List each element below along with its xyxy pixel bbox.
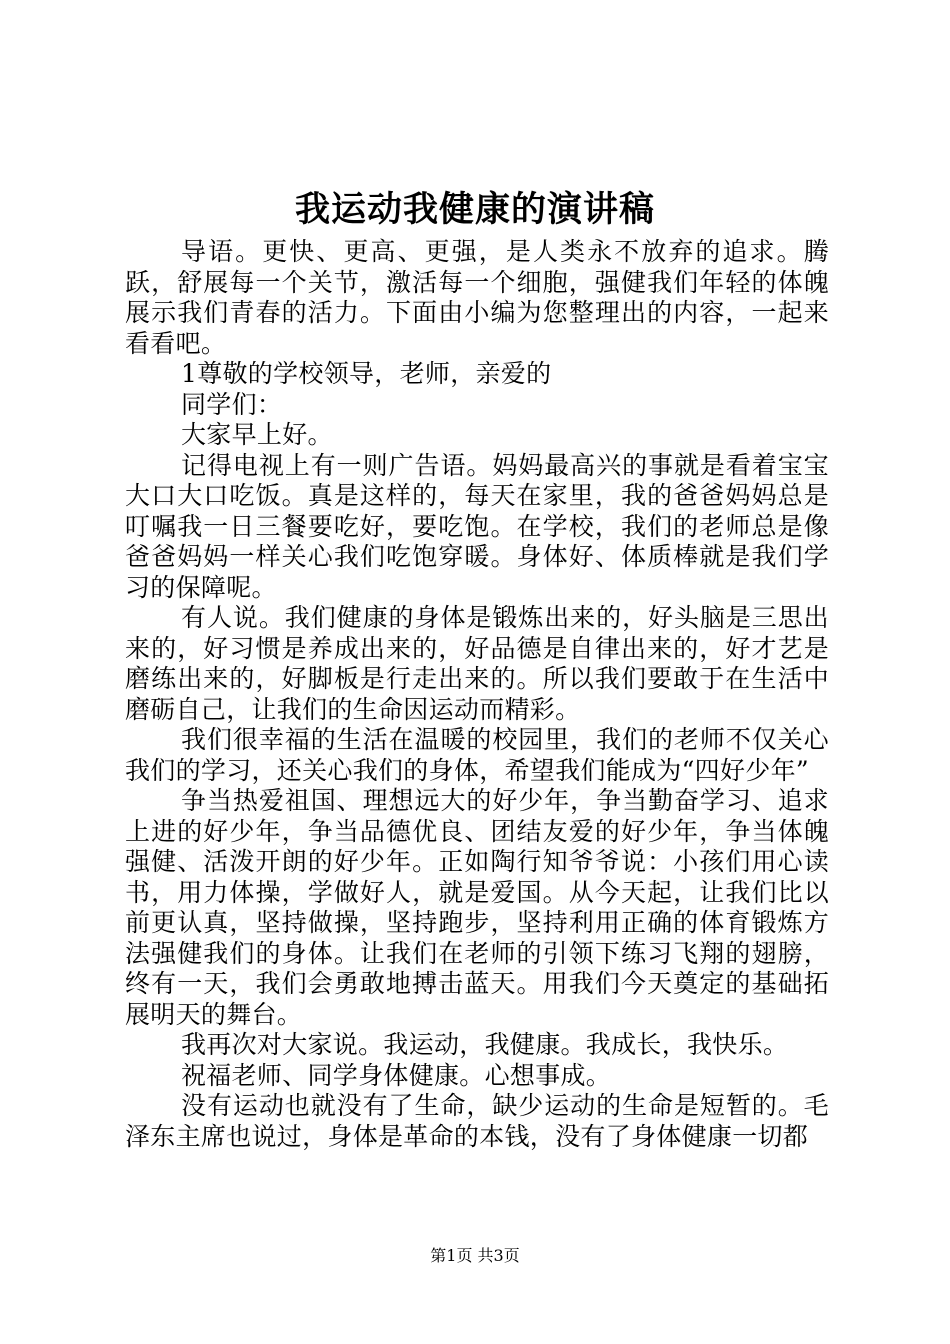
document-body — [125, 237, 829, 1152]
paragraph-greeting: 大家早上好。 — [181, 420, 333, 449]
paragraph: 记得电视上有一则广告语。妈妈最高兴的事就是看着宝宝大口大口吃饭。真是这样的，每天在家里，我的爸爸妈妈总是叮嘱我一日三餐要吃好，要吃饱。在学校，我们的老师总是像爸爸妈妈一样关心我们吃饱穿暖。身体好、体质棒就是我们学习的保障呢。 — [125, 450, 829, 602]
paragraph-salutation: 1尊敬的学校领导，老师，亲爱的 — [181, 359, 552, 388]
paragraph: 我再次对大家说。我运动，我健康。我成长，我快乐。 — [181, 1030, 789, 1059]
paragraph-intro: 导语。更快、更高、更强，是人类永不放弃的追求。腾跃，舒展每一个关节，激活每一个细胞，强健我们年轻的体魄展示我们青春的活力。下面由小编为您整理出的内容，一起来看看吧。 — [125, 237, 829, 358]
page-title: 我运动我健康的演讲稿 — [294, 189, 655, 230]
page-footer: 第1页 共3页 — [430, 1246, 520, 1265]
paragraph-salutation-cont: 同学们： — [181, 389, 283, 419]
paragraph: 没有运动也就没有了生命，缺少运动的生命是短暂的。毛泽东主席也说过，身体是革命的本钱，没有了身体健康一切都 — [125, 1091, 829, 1151]
paragraph: 有人说。我们健康的身体是锻炼出来的，好头脑是三思出来的，好习惯是养成出来的，好品德是自律出来的，好才艺是磨练出来的，好脚板是行走出来的。所以我们要敢于在生活中磨砺自己，让我们的生命因运动而精彩。 — [125, 603, 829, 724]
paragraph: 争当热爱祖国、理想远大的好少年，争当勤奋学习、追求上进的好少年，争当品德优良、团结友爱的好少年，争当体魄强健、活泼开朗的好少年。正如陶行知爷爷说：小孩们用心读书，用力体操，学做好人，就是爱国。从今天起，让我们比以前更认真，坚持做操，坚持跑步，坚持利用正确的体育锻炼方法强健我们的身体。让我们在老师的引领下练习飞翔的翅膀，终有一天，我们会勇敢地搏击蓝天。用我们今天奠定的基础拓展明天的舞台。 — [125, 786, 829, 1029]
paragraph: 我们很幸福的生活在温暖的校园里，我们的老师不仅关心我们的学习，还关心我们的身体，希望我们能成为“四好少年” — [125, 725, 829, 785]
paragraph: 祝福老师、同学身体健康。心想事成。 — [181, 1060, 612, 1090]
